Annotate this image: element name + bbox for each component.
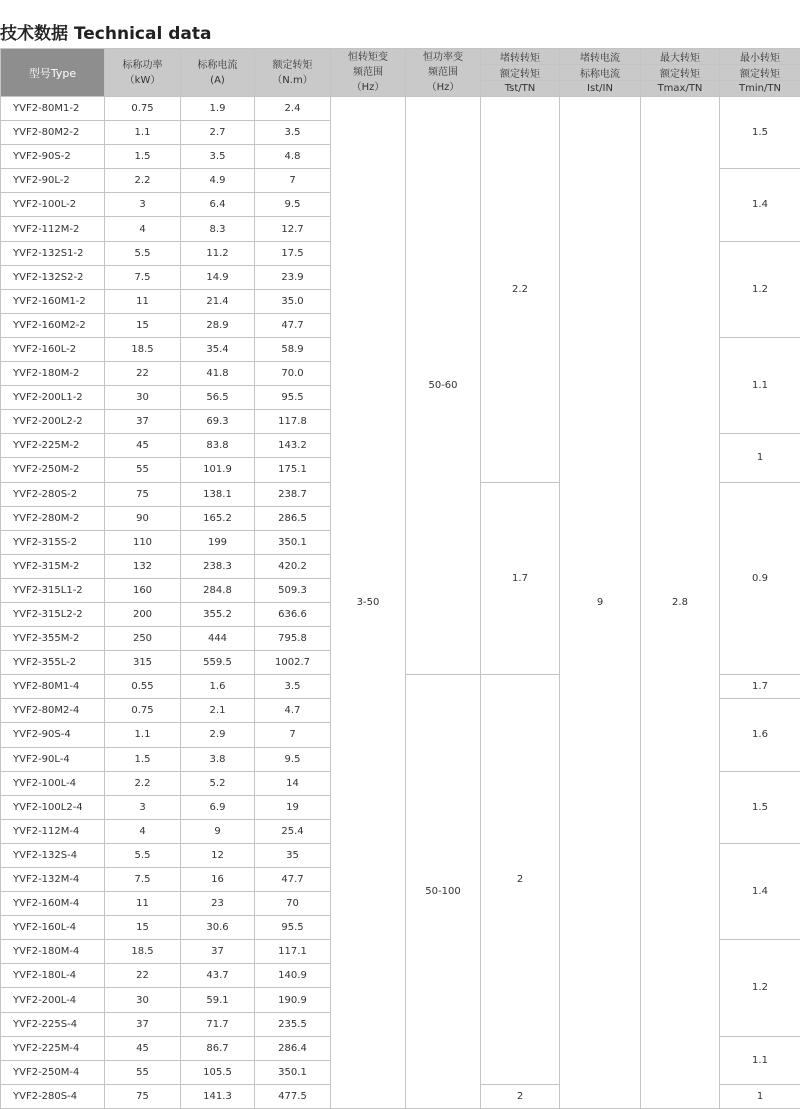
- cell-current: 101.9: [181, 458, 255, 482]
- cell-locked-torque: 2.2: [481, 97, 560, 483]
- cell-torque: 12.7: [255, 217, 331, 241]
- cell-power: 0.75: [105, 97, 181, 121]
- cell-current: 41.8: [181, 362, 255, 386]
- cell-power: 200: [105, 602, 181, 626]
- header-const-torque-range: 恒转矩变 频范围 （Hz）: [331, 49, 406, 97]
- cell-current: 14.9: [181, 265, 255, 289]
- cell-current: 83.8: [181, 434, 255, 458]
- cell-torque: 286.5: [255, 506, 331, 530]
- cell-power: 75: [105, 1084, 181, 1108]
- cell-model: YVF2-280S-4: [1, 1084, 105, 1108]
- cell-locked-torque: 1.7: [481, 482, 560, 675]
- cell-current: 2.1: [181, 699, 255, 723]
- cell-power: 22: [105, 964, 181, 988]
- cell-current: 165.2: [181, 506, 255, 530]
- cell-torque: 1002.7: [255, 651, 331, 675]
- cell-current: 69.3: [181, 410, 255, 434]
- cell-torque: 175.1: [255, 458, 331, 482]
- cell-power: 110: [105, 530, 181, 554]
- cell-power: 1.1: [105, 723, 181, 747]
- cell-model: YVF2-100L2-4: [1, 795, 105, 819]
- cell-power: 1.5: [105, 747, 181, 771]
- cell-model: YVF2-180M-4: [1, 940, 105, 964]
- cell-current: 2.9: [181, 723, 255, 747]
- cell-power: 11: [105, 892, 181, 916]
- cell-power: 15: [105, 916, 181, 940]
- cell-torque: 350.1: [255, 1060, 331, 1084]
- cell-model: YVF2-80M2-4: [1, 699, 105, 723]
- cell-current: 28.9: [181, 313, 255, 337]
- cell-model: YVF2-80M1-2: [1, 97, 105, 121]
- cell-torque: 9.5: [255, 747, 331, 771]
- cell-current: 1.6: [181, 675, 255, 699]
- cell-current: 56.5: [181, 386, 255, 410]
- cell-torque: 477.5: [255, 1084, 331, 1108]
- cell-model: YVF2-315M-2: [1, 554, 105, 578]
- cell-torque: 350.1: [255, 530, 331, 554]
- cell-current: 355.2: [181, 602, 255, 626]
- cell-power: 2.2: [105, 771, 181, 795]
- cell-current: 3.8: [181, 747, 255, 771]
- cell-torque: 17.5: [255, 241, 331, 265]
- cell-current: 30.6: [181, 916, 255, 940]
- cell-current: 141.3: [181, 1084, 255, 1108]
- cell-current: 4.9: [181, 169, 255, 193]
- cell-power: 37: [105, 410, 181, 434]
- cell-current: 71.7: [181, 1012, 255, 1036]
- cell-min-torque: 1.4: [720, 843, 800, 939]
- cell-model: YVF2-90L-4: [1, 747, 105, 771]
- cell-power: 18.5: [105, 337, 181, 361]
- cell-min-torque: 1.1: [720, 1036, 800, 1084]
- header-min-torque-3: Tmin/TN: [720, 81, 800, 97]
- cell-model: YVF2-200L1-2: [1, 386, 105, 410]
- cell-torque: 25.4: [255, 819, 331, 843]
- cell-torque: 7: [255, 723, 331, 747]
- header-min-torque-1: 最小转矩: [720, 49, 800, 65]
- cell-power: 30: [105, 988, 181, 1012]
- cell-locked-current: 9: [560, 97, 641, 1109]
- cell-model: YVF2-355M-2: [1, 627, 105, 651]
- cell-torque: 4.7: [255, 699, 331, 723]
- cell-min-torque: 1.5: [720, 771, 800, 843]
- technical-data-table: [0, 48, 800, 1109]
- cell-model: YVF2-80M1-4: [1, 675, 105, 699]
- cell-model: YVF2-180M-2: [1, 362, 105, 386]
- cell-model: YVF2-80M2-2: [1, 121, 105, 145]
- header-max-torque-3: Tmax/TN: [641, 81, 720, 97]
- cell-power: 18.5: [105, 940, 181, 964]
- cell-torque: 35: [255, 843, 331, 867]
- cell-power: 7.5: [105, 265, 181, 289]
- cell-torque: 4.8: [255, 145, 331, 169]
- header-power: 标称功率 （kW）: [105, 49, 181, 97]
- cell-model: YVF2-90L-2: [1, 169, 105, 193]
- cell-torque: 70: [255, 892, 331, 916]
- cell-current: 559.5: [181, 651, 255, 675]
- header-locked-current-1: 堵转电流: [560, 49, 641, 65]
- cell-torque: 58.9: [255, 337, 331, 361]
- cell-model: YVF2-132M-4: [1, 868, 105, 892]
- cell-model: YVF2-200L-4: [1, 988, 105, 1012]
- cell-torque: 7: [255, 169, 331, 193]
- cell-model: YVF2-112M-2: [1, 217, 105, 241]
- cell-model: YVF2-280S-2: [1, 482, 105, 506]
- cell-current: 6.4: [181, 193, 255, 217]
- cell-current: 8.3: [181, 217, 255, 241]
- cell-torque: 70.0: [255, 362, 331, 386]
- cell-current: 35.4: [181, 337, 255, 361]
- header-locked-current-3: Ist/IN: [560, 81, 641, 97]
- header-model: 型号Type: [1, 49, 105, 97]
- cell-power: 1.5: [105, 145, 181, 169]
- cell-model: YVF2-90S-4: [1, 723, 105, 747]
- header-max-torque-1: 最大转矩: [641, 49, 720, 65]
- cell-torque: 235.5: [255, 1012, 331, 1036]
- cell-current: 12: [181, 843, 255, 867]
- cell-current: 43.7: [181, 964, 255, 988]
- header-locked-torque-1: 堵转转矩: [481, 49, 560, 65]
- cell-torque: 47.7: [255, 868, 331, 892]
- cell-current: 2.7: [181, 121, 255, 145]
- cell-model: YVF2-225M-4: [1, 1036, 105, 1060]
- table-row: [1, 97, 800, 121]
- cell-power: 2.2: [105, 169, 181, 193]
- cell-current: 16: [181, 868, 255, 892]
- cell-torque: 286.4: [255, 1036, 331, 1060]
- cell-power: 4: [105, 217, 181, 241]
- cell-model: YVF2-90S-2: [1, 145, 105, 169]
- cell-model: YVF2-100L-2: [1, 193, 105, 217]
- header-locked-torque-2: 额定转矩: [481, 65, 560, 81]
- cell-model: YVF2-225S-4: [1, 1012, 105, 1036]
- cell-power: 0.55: [105, 675, 181, 699]
- cell-power: 55: [105, 1060, 181, 1084]
- header-locked-torque-3: Tst/TN: [481, 81, 560, 97]
- cell-max-torque: 2.8: [641, 97, 720, 1109]
- table-body: [1, 97, 800, 1109]
- cell-power: 7.5: [105, 868, 181, 892]
- cell-min-torque: 1.7: [720, 675, 800, 699]
- cell-torque: 35.0: [255, 289, 331, 313]
- cell-min-torque: 0.9: [720, 482, 800, 675]
- cell-min-torque: 1.5: [720, 97, 800, 169]
- cell-model: YVF2-112M-4: [1, 819, 105, 843]
- cell-model: YVF2-132S2-2: [1, 265, 105, 289]
- cell-current: 238.3: [181, 554, 255, 578]
- cell-torque: 19: [255, 795, 331, 819]
- cell-model: YVF2-200L2-2: [1, 410, 105, 434]
- header-min-torque-2: 额定转矩: [720, 65, 800, 81]
- cell-model: YVF2-100L-4: [1, 771, 105, 795]
- cell-power: 3: [105, 193, 181, 217]
- cell-torque: 636.6: [255, 602, 331, 626]
- cell-current: 23: [181, 892, 255, 916]
- cell-model: YVF2-315L2-2: [1, 602, 105, 626]
- cell-torque: 140.9: [255, 964, 331, 988]
- cell-min-torque: 1: [720, 434, 800, 482]
- cell-current: 3.5: [181, 145, 255, 169]
- cell-torque: 3.5: [255, 121, 331, 145]
- cell-current: 284.8: [181, 578, 255, 602]
- cell-const-power: 50-60: [406, 97, 481, 675]
- cell-power: 55: [105, 458, 181, 482]
- header-max-torque-2: 额定转矩: [641, 65, 720, 81]
- cell-locked-torque: 2: [481, 1084, 560, 1108]
- cell-torque: 23.9: [255, 265, 331, 289]
- page-title: 技术数据 Technical data: [0, 24, 212, 44]
- cell-power: 45: [105, 1036, 181, 1060]
- cell-power: 45: [105, 434, 181, 458]
- header-current: 标称电流 (A): [181, 49, 255, 97]
- cell-model: YVF2-160M1-2: [1, 289, 105, 313]
- cell-min-torque: 1.1: [720, 337, 800, 433]
- cell-power: 132: [105, 554, 181, 578]
- cell-current: 1.9: [181, 97, 255, 121]
- cell-model: YVF2-315L1-2: [1, 578, 105, 602]
- header-const-power-range: 恒功率变 频范围 （Hz）: [406, 49, 481, 97]
- cell-locked-torque: 2: [481, 675, 560, 1085]
- cell-power: 160: [105, 578, 181, 602]
- cell-power: 3: [105, 795, 181, 819]
- cell-model: YVF2-250M-4: [1, 1060, 105, 1084]
- cell-torque: 117.1: [255, 940, 331, 964]
- cell-power: 315: [105, 651, 181, 675]
- cell-torque: 238.7: [255, 482, 331, 506]
- cell-current: 37: [181, 940, 255, 964]
- cell-min-torque: 1.2: [720, 241, 800, 337]
- cell-model: YVF2-132S1-2: [1, 241, 105, 265]
- cell-power: 90: [105, 506, 181, 530]
- cell-power: 250: [105, 627, 181, 651]
- cell-model: YVF2-250M-2: [1, 458, 105, 482]
- cell-model: YVF2-280M-2: [1, 506, 105, 530]
- cell-min-torque: 1.4: [720, 169, 800, 241]
- cell-torque: 14: [255, 771, 331, 795]
- cell-current: 199: [181, 530, 255, 554]
- cell-power: 5.5: [105, 843, 181, 867]
- cell-power: 1.1: [105, 121, 181, 145]
- cell-power: 0.75: [105, 699, 181, 723]
- cell-torque: 420.2: [255, 554, 331, 578]
- cell-power: 75: [105, 482, 181, 506]
- cell-current: 21.4: [181, 289, 255, 313]
- cell-current: 9: [181, 819, 255, 843]
- cell-power: 4: [105, 819, 181, 843]
- cell-power: 15: [105, 313, 181, 337]
- cell-min-torque: 1.6: [720, 699, 800, 771]
- cell-torque: 143.2: [255, 434, 331, 458]
- cell-const-power: 50-100: [406, 675, 481, 1109]
- cell-current: 86.7: [181, 1036, 255, 1060]
- cell-torque: 2.4: [255, 97, 331, 121]
- cell-min-torque: 1: [720, 1084, 800, 1108]
- cell-current: 11.2: [181, 241, 255, 265]
- header-torque: 额定转矩 （N.m）: [255, 49, 331, 97]
- cell-model: YVF2-180L-4: [1, 964, 105, 988]
- cell-model: YVF2-160L-2: [1, 337, 105, 361]
- cell-model: YVF2-225M-2: [1, 434, 105, 458]
- cell-torque: 795.8: [255, 627, 331, 651]
- cell-current: 105.5: [181, 1060, 255, 1084]
- cell-power: 5.5: [105, 241, 181, 265]
- cell-power: 22: [105, 362, 181, 386]
- header-locked-current-2: 标称电流: [560, 65, 641, 81]
- cell-model: YVF2-160M-4: [1, 892, 105, 916]
- cell-torque: 3.5: [255, 675, 331, 699]
- cell-current: 5.2: [181, 771, 255, 795]
- cell-model: YVF2-355L-2: [1, 651, 105, 675]
- cell-torque: 190.9: [255, 988, 331, 1012]
- cell-torque: 95.5: [255, 386, 331, 410]
- cell-current: 6.9: [181, 795, 255, 819]
- cell-torque: 9.5: [255, 193, 331, 217]
- cell-current: 444: [181, 627, 255, 651]
- cell-const-torque: 3-50: [331, 97, 406, 1109]
- cell-min-torque: 1.2: [720, 940, 800, 1036]
- cell-torque: 47.7: [255, 313, 331, 337]
- cell-model: YVF2-160M2-2: [1, 313, 105, 337]
- cell-power: 11: [105, 289, 181, 313]
- cell-model: YVF2-315S-2: [1, 530, 105, 554]
- cell-power: 37: [105, 1012, 181, 1036]
- cell-model: YVF2-160L-4: [1, 916, 105, 940]
- cell-power: 30: [105, 386, 181, 410]
- cell-current: 59.1: [181, 988, 255, 1012]
- cell-torque: 509.3: [255, 578, 331, 602]
- cell-model: YVF2-132S-4: [1, 843, 105, 867]
- cell-torque: 117.8: [255, 410, 331, 434]
- cell-current: 138.1: [181, 482, 255, 506]
- cell-torque: 95.5: [255, 916, 331, 940]
